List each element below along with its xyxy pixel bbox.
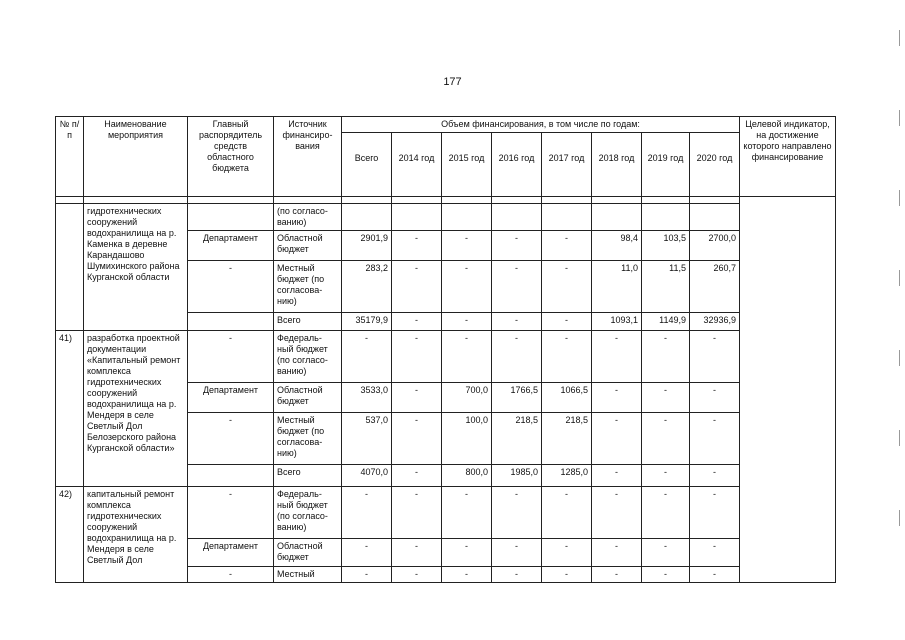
value-2017: - bbox=[542, 313, 592, 331]
value-2019: 103,5 bbox=[642, 231, 690, 261]
value-2017: - bbox=[542, 231, 592, 261]
value-total: - bbox=[342, 567, 392, 583]
source-cell: Областной бюджет bbox=[274, 539, 342, 567]
table-row bbox=[56, 331, 836, 383]
value-2015: 700,0 bbox=[442, 383, 492, 413]
value-2015: - bbox=[442, 261, 492, 313]
value-2016 bbox=[492, 204, 542, 231]
value-2020: 2700,0 bbox=[690, 231, 740, 261]
value-2015: - bbox=[442, 313, 492, 331]
manager-cell: Департамент bbox=[188, 383, 274, 413]
value-2015: - bbox=[442, 539, 492, 567]
source-cell: Федераль-ный бюджет (по согласо-ванию) bbox=[274, 487, 342, 539]
value-2020: - bbox=[690, 567, 740, 583]
row-num: 42) bbox=[56, 487, 84, 583]
value-2020 bbox=[690, 204, 740, 231]
value-2020: - bbox=[690, 413, 740, 465]
value-2017: - bbox=[542, 567, 592, 583]
manager-cell bbox=[188, 313, 274, 331]
value-2018 bbox=[592, 204, 642, 231]
manager-cell: Департамент bbox=[188, 539, 274, 567]
value-2019: - bbox=[642, 465, 690, 487]
value-2018: 11,0 bbox=[592, 261, 642, 313]
value-2017: - bbox=[542, 487, 592, 539]
value-total: - bbox=[342, 539, 392, 567]
value-total: 283,2 bbox=[342, 261, 392, 313]
manager-cell: - bbox=[188, 413, 274, 465]
value-2017: - bbox=[542, 331, 592, 383]
header-year-2017: 2017 год bbox=[542, 133, 592, 197]
value-2016: - bbox=[492, 231, 542, 261]
value-2020: 32936,9 bbox=[690, 313, 740, 331]
value-2018: - bbox=[592, 383, 642, 413]
value-2015: - bbox=[442, 487, 492, 539]
row-num bbox=[56, 204, 84, 331]
manager-cell: - bbox=[188, 487, 274, 539]
value-2015: - bbox=[442, 231, 492, 261]
header-source: Источник финансиро-вания bbox=[274, 117, 342, 197]
value-2017 bbox=[542, 204, 592, 231]
header-year-2018: 2018 год bbox=[592, 133, 642, 197]
value-2014: - bbox=[392, 413, 442, 465]
value-2014: - bbox=[392, 487, 442, 539]
value-2014 bbox=[392, 204, 442, 231]
value-2016: 1985,0 bbox=[492, 465, 542, 487]
value-2019 bbox=[642, 204, 690, 231]
value-2014: - bbox=[392, 231, 442, 261]
value-total: - bbox=[342, 331, 392, 383]
manager-cell: - bbox=[188, 567, 274, 583]
header-gap-row bbox=[56, 197, 836, 204]
value-2016: - bbox=[492, 313, 542, 331]
header-total: Всего bbox=[342, 133, 392, 197]
row-num: 41) bbox=[56, 331, 84, 487]
value-2015 bbox=[442, 204, 492, 231]
source-cell: (по согласо-ванию) bbox=[274, 204, 342, 231]
value-total: 2901,9 bbox=[342, 231, 392, 261]
manager-cell bbox=[188, 465, 274, 487]
value-2017: 218,5 bbox=[542, 413, 592, 465]
header-name: Наименование мероприятия bbox=[84, 117, 188, 197]
page-number: 177 bbox=[443, 76, 462, 88]
financing-table bbox=[55, 116, 836, 583]
value-2016: - bbox=[492, 331, 542, 383]
scan-edge-marks bbox=[899, 30, 901, 620]
source-cell: Местный бюджет (по согласова-нию) bbox=[274, 261, 342, 313]
value-2014: - bbox=[392, 383, 442, 413]
header-row-1 bbox=[56, 117, 836, 133]
header-volume: Объем финансирования, в том числе по годам: bbox=[342, 117, 740, 133]
value-2016: 1766,5 bbox=[492, 383, 542, 413]
value-2017: - bbox=[542, 539, 592, 567]
value-2016: - bbox=[492, 261, 542, 313]
measure-name: капитальный ремонт комплекса гидротехнических сооружений водохранилища на р. Мендеря в селе Светлый Дол bbox=[84, 487, 188, 583]
value-total: 35179,9 bbox=[342, 313, 392, 331]
header-year-2020: 2020 год bbox=[690, 133, 740, 197]
value-2014: - bbox=[392, 331, 442, 383]
value-2017: 1066,5 bbox=[542, 383, 592, 413]
value-2014: - bbox=[392, 465, 442, 487]
manager-cell bbox=[188, 204, 274, 231]
value-2019: - bbox=[642, 487, 690, 539]
value-2014: - bbox=[392, 539, 442, 567]
value-2019: 1149,9 bbox=[642, 313, 690, 331]
value-2017: - bbox=[542, 261, 592, 313]
indicator-cell bbox=[740, 197, 836, 583]
value-2020: 260,7 bbox=[690, 261, 740, 313]
header-manager: Главный распорядитель средств областного бюджета bbox=[188, 117, 274, 197]
value-total: 4070,0 bbox=[342, 465, 392, 487]
table-row bbox=[56, 487, 836, 539]
measure-name: гидротехнических сооружений водохранилища на р. Каменка в деревне Карандашово Шумихинского района Курганской области bbox=[84, 204, 188, 331]
value-2016: - bbox=[492, 487, 542, 539]
value-2018: - bbox=[592, 567, 642, 583]
value-2019: - bbox=[642, 567, 690, 583]
value-2014: - bbox=[392, 567, 442, 583]
value-2015: - bbox=[442, 567, 492, 583]
value-2019: 11,5 bbox=[642, 261, 690, 313]
value-total: 3533,0 bbox=[342, 383, 392, 413]
value-2014: - bbox=[392, 313, 442, 331]
header-indicator: Целевой индикатор, на достижение которого направлено финансирование bbox=[740, 117, 836, 197]
value-2018: - bbox=[592, 487, 642, 539]
value-2020: - bbox=[690, 331, 740, 383]
source-cell: Местный bbox=[274, 567, 342, 583]
value-2018: 98,4 bbox=[592, 231, 642, 261]
header-num: № п/п bbox=[56, 117, 84, 197]
value-total: 537,0 bbox=[342, 413, 392, 465]
value-2016: - bbox=[492, 567, 542, 583]
manager-cell: Департамент bbox=[188, 231, 274, 261]
source-cell: Всего bbox=[274, 465, 342, 487]
value-2017: 1285,0 bbox=[542, 465, 592, 487]
value-2014: - bbox=[392, 261, 442, 313]
measure-name: разработка проектной документации «Капитальный ремонт комплекса гидротехнических сооружений водохранилища на р. Мендеря в селе Светлый Дол Белозерского района Курганской области» bbox=[84, 331, 188, 487]
value-2018: - bbox=[592, 465, 642, 487]
value-2018: - bbox=[592, 539, 642, 567]
header-year-2015: 2015 год bbox=[442, 133, 492, 197]
header-year-2014: 2014 год bbox=[392, 133, 442, 197]
value-2019: - bbox=[642, 413, 690, 465]
header-year-2019: 2019 год bbox=[642, 133, 690, 197]
value-2020: - bbox=[690, 383, 740, 413]
value-2016: - bbox=[492, 539, 542, 567]
value-2018: - bbox=[592, 331, 642, 383]
value-2015: 100,0 bbox=[442, 413, 492, 465]
value-2016: 218,5 bbox=[492, 413, 542, 465]
value-total bbox=[342, 204, 392, 231]
header-year-2016: 2016 год bbox=[492, 133, 542, 197]
source-cell: Всего bbox=[274, 313, 342, 331]
value-2015: 800,0 bbox=[442, 465, 492, 487]
table-row bbox=[56, 204, 836, 231]
source-cell: Областной бюджет bbox=[274, 383, 342, 413]
manager-cell: - bbox=[188, 261, 274, 313]
source-cell: Федераль-ный бюджет (по согласо-ванию) bbox=[274, 331, 342, 383]
value-2019: - bbox=[642, 331, 690, 383]
value-2020: - bbox=[690, 465, 740, 487]
source-cell: Местный бюджет (по согласова-нию) bbox=[274, 413, 342, 465]
value-total: - bbox=[342, 487, 392, 539]
value-2020: - bbox=[690, 487, 740, 539]
source-cell: Областной бюджет bbox=[274, 231, 342, 261]
value-2018: 1093,1 bbox=[592, 313, 642, 331]
manager-cell: - bbox=[188, 331, 274, 383]
value-2019: - bbox=[642, 539, 690, 567]
value-2020: - bbox=[690, 539, 740, 567]
value-2015: - bbox=[442, 331, 492, 383]
value-2019: - bbox=[642, 383, 690, 413]
value-2018: - bbox=[592, 413, 642, 465]
